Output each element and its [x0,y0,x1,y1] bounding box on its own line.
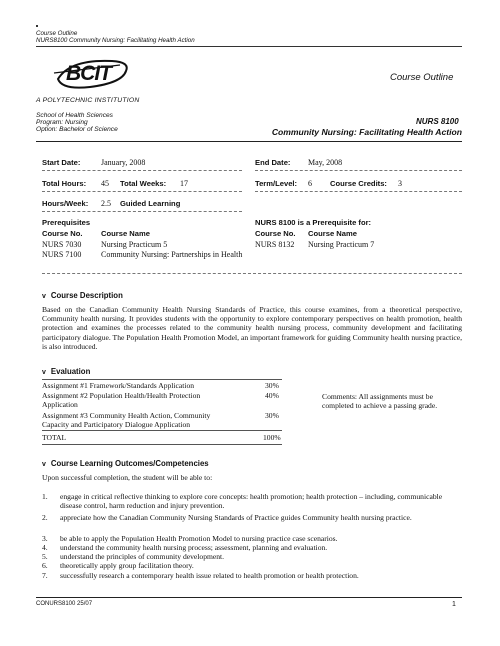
prereq-for-col-no: Course No. [255,229,296,238]
running-header-title: Course Outline [36,30,78,37]
prereq-for-course-no: NURS 8132 [255,240,295,249]
guided-learning: Guided Learning [120,199,181,208]
outcome-text: engage in critical reflective thinking to explore core concepts: health promotion; health protection – including, communicable disease control, harm reduction and injury prevention. [60,492,443,511]
evaluation-total-pct: 100% [263,433,281,442]
info-divider [42,211,242,212]
evaluation-total-rule [42,430,282,431]
evaluation-heading-text: Evaluation [50,367,91,376]
info-divider [42,170,242,171]
total-hours-label: Total Hours: [42,179,87,188]
outcome-number: 5. [42,552,48,561]
prereq-for-col-name: Course Name [308,229,357,238]
prereq-for-course-name: Nursing Practicum 7 [308,240,375,249]
start-date-label: Start Date: [42,158,81,167]
credits-label: Course Credits: [330,179,387,188]
outcome-number: 3. [42,534,48,543]
speck [36,25,38,27]
evaluation-total-label: TOTAL [42,433,67,442]
outcome-text: understand the principles of community development. [60,552,225,561]
evaluation-item: Assignment #3 Community Health Action, Community Capacity and Participatory Dialogue Application [42,411,211,430]
outcome-text: be able to apply the Population Health Promotion Model to nursing practice case scenarios. [60,534,338,543]
total-hours-value: 45 [101,179,109,188]
outcomes-heading-text: Course Learning Outcomes/Competencies [50,459,209,468]
title-rule [36,141,462,142]
description-heading-text: Course Description [50,291,123,300]
end-date-value: May, 2008 [308,158,343,167]
prereq-col-name: Course Name [101,229,150,238]
evaluation-pct: 30% [265,381,279,390]
prereq-col-no: Course No. [42,229,83,238]
outcome-text: appreciate how the Canadian Community Nursing Standards of Practice guides Community health nursing practice. [60,513,412,522]
logo-text: BCIT [66,62,111,85]
outcome-number: 1. [42,492,48,501]
term-label: Term/Level: [255,179,298,188]
outcome-number: 6. [42,561,48,570]
info-divider [255,191,462,192]
hours-week-value: 2.5 [101,199,111,208]
description-text: Based on the Canadian Community Health Nursing Standards of Practice, this course examines, from a theoretical perspective, Community health nursing. It provides students with the opportunity to explore contemporary perspectives on health promotion, health protection and examines the processes related to the community health nursing process, community development and facilitating participatory dialogue. The Population Health Promotion Model, an important framework for guiding Community health nursing practice, is also introduced. [42,305,462,351]
total-weeks-label: Total Weeks: [120,179,167,188]
outcome-text: understand the community health nursing process; assessment, planning and evaluation. [60,543,328,552]
course-code: NURS 8100 [416,117,459,126]
program-name: Program: Nursing [36,119,88,126]
end-date-label: End Date: [255,158,291,167]
prereq-divider [42,273,462,274]
outcome-number: 7. [42,571,48,580]
evaluation-pct: 30% [265,411,279,420]
option-name: Option: Bachelor of Science [36,126,118,133]
evaluation-bottom-rule [42,444,282,445]
logo-tagline: A POLYTECHNIC INSTITUTION [36,97,140,104]
doc-type: Course Outline [390,72,454,83]
bullet-icon: v [42,461,46,468]
info-divider [42,191,242,192]
header-rule [36,46,462,47]
outcomes-heading [42,459,209,468]
outcome-number: 4. [42,543,48,552]
credits-value: 3 [398,179,402,188]
evaluation-comment: Comments: All assignments must be completed to achieve a passing grade. [322,392,438,411]
term-value: 6 [308,179,312,188]
outcome-number: 2. [42,513,48,522]
footer-rule [36,597,462,598]
total-weeks-value: 17 [180,179,188,188]
running-header-course: NURS8100 Community Nursing: Facilitating Health Action [36,37,195,44]
prereq-course-no: NURS 7030 [42,240,82,249]
description-heading [42,291,123,300]
page-number: 1 [452,601,456,608]
bcit-logo [50,57,132,91]
footer-code: CONURS8100 25/07 [36,601,93,607]
course-title: Community Nursing: Facilitating Health Action [271,127,462,137]
prereq-course-name: Nursing Practicum 5 [101,240,168,249]
bullet-icon: v [42,293,46,300]
evaluation-top-rule [42,379,282,380]
hours-week-label: Hours/Week: [42,199,89,208]
evaluation-heading [42,367,90,376]
prereq-heading: Prerequisites [42,218,91,227]
outcome-text: successfully research a contemporary health issue related to health promotion or health protection. [60,571,359,580]
evaluation-item: Assignment #1 Framework/Standards Application [42,381,195,390]
bullet-icon: v [42,369,46,376]
prereq-course-no: NURS 7100 [42,250,82,259]
school-name: School of Health Sciences [36,112,113,119]
prereq-course-name: Community Nursing: Partnerships in Health [101,250,243,259]
evaluation-pct: 40% [265,391,279,400]
outcome-text: theoretically apply group facilitation theory. [60,561,194,570]
outcomes-intro: Upon successful completion, the student will be able to: [42,473,213,482]
info-divider [255,170,462,171]
prereq-for-heading: NURS 8100 is a Prerequisite for: [255,218,372,227]
start-date-value: January, 2008 [101,158,146,167]
evaluation-item: Assignment #2 Population Health/Health Protection Application [42,391,201,410]
